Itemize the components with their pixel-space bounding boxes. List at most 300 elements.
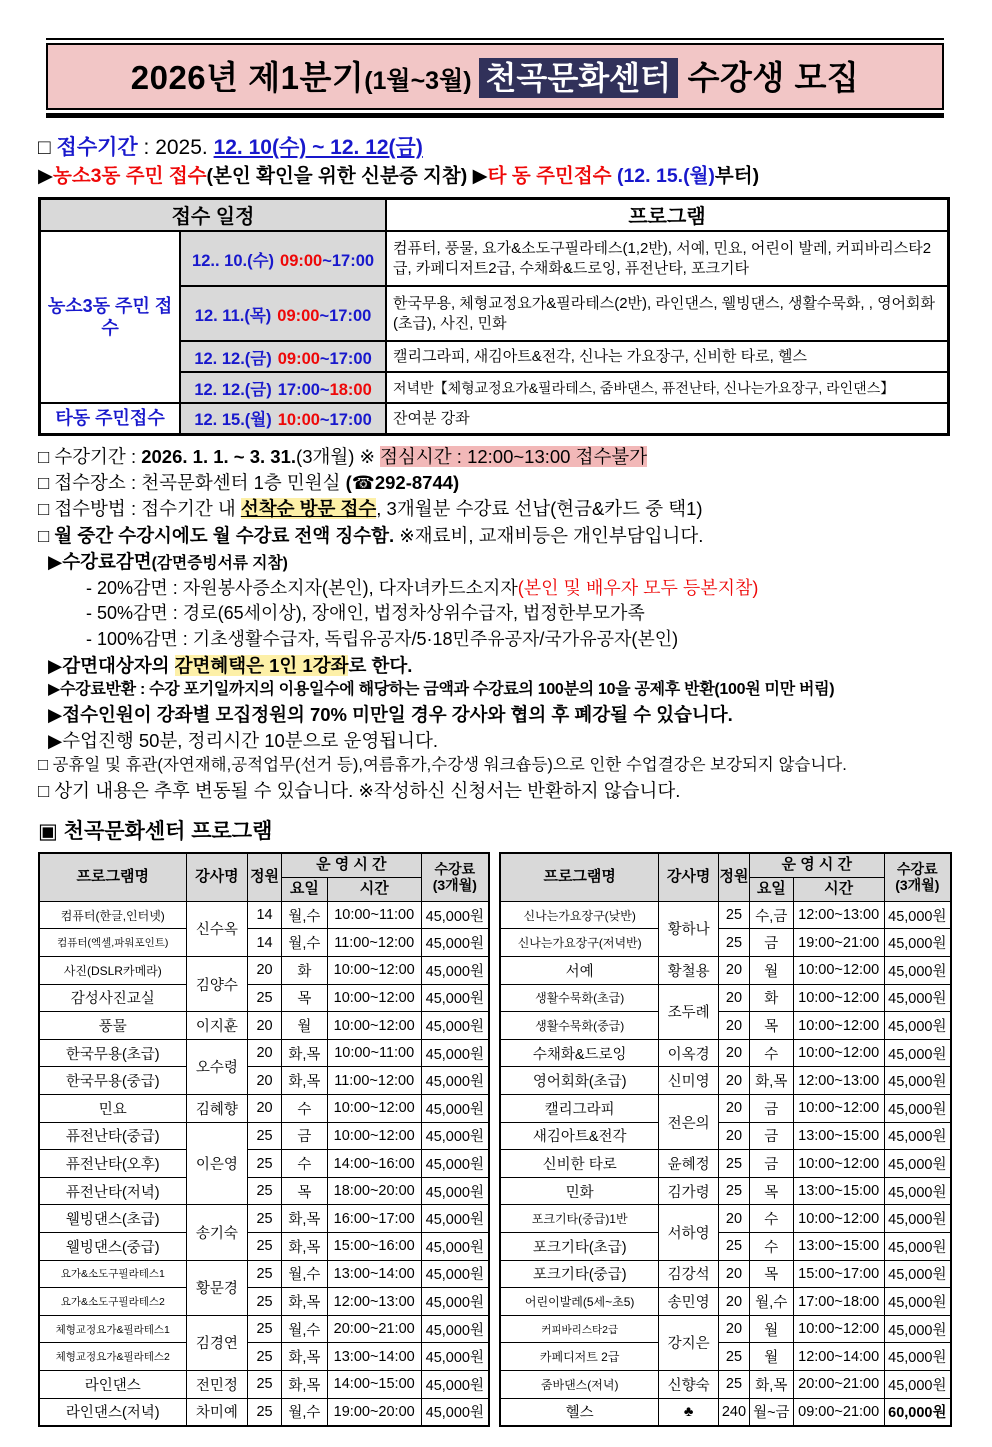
schedule-time-segment: 18:00	[329, 380, 372, 399]
reception-schedule-table	[38, 197, 950, 436]
title-segment: (1월~3월)	[364, 67, 479, 95]
info-line	[38, 778, 952, 803]
info-line	[38, 627, 952, 652]
cell-program-name: 포크기타(중급)	[500, 1260, 659, 1288]
table-row	[500, 957, 951, 985]
schedule-programs-cell: 한국무용, 체형교정요가&필라테스(2반), 라인댄스, 웰빙댄스, 생활수묵화, , 영어회화(초급), 사진, 민화	[386, 286, 949, 341]
cell-time: 10:00~12:00	[793, 984, 884, 1012]
table-row	[500, 1177, 951, 1205]
table-row	[39, 1122, 489, 1150]
table-row	[39, 1233, 489, 1261]
cell-capacity: 25	[248, 1150, 282, 1178]
cell-capacity: 25	[248, 1370, 282, 1398]
cell-day: 화,목	[281, 1067, 327, 1095]
info-line-segment: 수강료감면	[62, 551, 152, 573]
info-line-segment: ▶	[48, 654, 63, 676]
schedule-time-segment: ~17:00	[322, 251, 375, 270]
cell-day: 목	[749, 1177, 793, 1205]
schedule-date-cell	[180, 286, 386, 341]
info-line	[38, 601, 952, 626]
info-line-segment: - 100%감면 : 기초생활수급자, 독립유공자/5·18민주유공자/국가유공자(본인)	[86, 628, 679, 649]
cell-fee: 45,000원	[421, 1205, 489, 1233]
cell-time: 10:00~12:00	[327, 1012, 421, 1040]
program-table-right-body	[500, 901, 951, 1425]
table-row	[500, 984, 951, 1012]
table-row	[500, 1012, 951, 1040]
cell-day: 금	[749, 929, 793, 957]
info-line-segment: □ 공휴일 및 휴관(자연재해,공적업무(선거 등),여름휴가,수강생 워크숍등)으로 인한 수업결강은 보강되지 않습니다.	[38, 756, 847, 775]
info-line-segment: 로 한다.	[348, 654, 413, 676]
cell-capacity: 20	[248, 1095, 282, 1123]
cell-day: 화,목	[281, 1370, 327, 1398]
cell-capacity: 20	[718, 1205, 749, 1233]
col-header-capacity: 정원	[718, 853, 749, 901]
cell-program-name: 포크기타(중급)1반	[500, 1205, 659, 1233]
info-line	[38, 496, 952, 521]
cell-program-name: 컴퓨터(한글,인터넷)	[39, 901, 186, 929]
resident-reception-segment: (12. 15.(월)	[616, 165, 715, 188]
cell-day: 수	[749, 1205, 793, 1233]
cell-time: 19:00~20:00	[327, 1398, 421, 1426]
cell-time: 16:00~17:00	[327, 1205, 421, 1233]
cell-day: 화,목	[749, 1370, 793, 1398]
schedule-time-segment: ~17:00	[319, 411, 372, 430]
cell-fee: 60,000원	[884, 1398, 951, 1426]
col-header-program: 프로그램명	[500, 853, 659, 901]
col-header-program: 프로그램명	[39, 853, 186, 901]
schedule-date-cell	[180, 231, 386, 286]
cell-program-name: 퓨전난타(중급)	[39, 1122, 186, 1150]
cell-fee: 45,000원	[884, 1067, 951, 1095]
cell-program-name: 민요	[39, 1095, 186, 1123]
table-row	[39, 1150, 489, 1178]
cell-time: 09:00~21:00	[793, 1398, 884, 1426]
info-line	[38, 576, 952, 601]
cell-program-name: 웰빙댄스(중급)	[39, 1233, 186, 1261]
cell-teacher-name: 신수옥	[186, 901, 248, 956]
cell-capacity: 14	[248, 929, 282, 957]
cell-fee: 45,000원	[884, 1177, 951, 1205]
info-line-segment: 감면혜택은 1인 1강좌	[174, 654, 349, 676]
cell-capacity: 20	[248, 1067, 282, 1095]
schedule-group-cell: 농소3동 주민 접수	[40, 231, 181, 403]
cell-capacity: 20	[718, 1122, 749, 1150]
cell-time: 13:00~15:00	[793, 1177, 884, 1205]
cell-capacity: 20	[718, 1315, 749, 1343]
cell-time: 12:00~14:00	[793, 1343, 884, 1371]
cell-day: 화	[749, 984, 793, 1012]
cell-teacher-name: 이지훈	[186, 1012, 248, 1040]
cell-day: 화,목	[749, 1067, 793, 1095]
cell-day: 월,수	[281, 1260, 327, 1288]
cell-day: 목	[281, 1177, 327, 1205]
cell-fee: 45,000원	[421, 957, 489, 985]
cell-day: 금	[749, 1150, 793, 1178]
cell-time: 20:00~21:00	[793, 1370, 884, 1398]
cell-time: 14:00~16:00	[327, 1150, 421, 1178]
cell-program-name: 서예	[500, 957, 659, 985]
table-row	[500, 1205, 951, 1233]
table-row	[500, 1095, 951, 1123]
cell-time: 10:00~12:00	[793, 1039, 884, 1067]
cell-fee: 45,000원	[884, 901, 951, 929]
table-row	[500, 1370, 951, 1398]
cell-program-name: 체형교정요가&필라테스2	[39, 1343, 186, 1371]
cell-time: 12:00~13:00	[793, 1067, 884, 1095]
col-header-teacher: 강사명	[659, 853, 719, 901]
info-line	[38, 444, 952, 469]
program-table-left-body	[39, 901, 489, 1425]
info-section	[38, 444, 952, 804]
cell-teacher-name: 신미영	[659, 1067, 719, 1095]
col-header-capacity: 정원	[248, 853, 282, 901]
table-row	[500, 1288, 951, 1316]
schedule-time-segment: 09:00	[280, 251, 323, 270]
resident-reception-segment: ▶	[472, 165, 488, 188]
program-table-right	[499, 852, 952, 1426]
col-header-time: 시간	[793, 877, 884, 901]
cell-capacity: 25	[248, 1315, 282, 1343]
info-line-segment: 수강료반환 : 수강 포기일까지의 이용일수에 해당하는 금액과 수강료의 100분의 10을 공제후 반환(100원 미만 버림)	[60, 680, 835, 698]
cell-day: 월,수	[281, 929, 327, 957]
info-line	[38, 549, 952, 575]
cell-capacity: 20	[718, 1095, 749, 1123]
info-line-segment: - 20%감면 : 자원봉사증소지자(본인), 다자녀카드소지자	[86, 577, 518, 598]
cell-program-name: 풍물	[39, 1012, 186, 1040]
info-line-segment: □ 접수방법 : 접수기간 내	[38, 498, 241, 520]
cell-fee: 45,000원	[884, 1370, 951, 1398]
cell-day: 화,목	[281, 1205, 327, 1233]
cell-program-name: 체형교정요가&필라테스1	[39, 1315, 186, 1343]
info-line-segment: 접수인원이 강좌별 모집정원의 70% 미만일 경우 강사와 협의 후 폐강될 수 있습니다.	[62, 703, 733, 725]
cell-teacher-name: 황문경	[186, 1260, 248, 1315]
schedule-time-segment: 17:00~	[277, 380, 330, 399]
cell-teacher-name: 윤혜정	[659, 1150, 719, 1178]
cell-time: 10:00~12:00	[327, 957, 421, 985]
cell-fee: 45,000원	[421, 1315, 489, 1343]
cell-fee: 45,000원	[421, 1398, 489, 1426]
cell-capacity: 25	[718, 901, 749, 929]
cell-capacity: 25	[248, 984, 282, 1012]
schedule-time-segment: 10:00	[277, 411, 320, 430]
program-tables	[38, 852, 952, 1426]
cell-fee: 45,000원	[421, 984, 489, 1012]
cell-time: 11:00~12:00	[327, 1067, 421, 1095]
cell-program-name: 신비한 타로	[500, 1150, 659, 1178]
cell-fee: 45,000원	[884, 1233, 951, 1261]
cell-capacity: 25	[718, 1370, 749, 1398]
table-row	[39, 1398, 489, 1426]
reception-period-segment: : 2025.	[137, 136, 214, 159]
info-line-segment: (본인 및 배우자 모두 등본지참)	[517, 577, 759, 598]
info-line-segment: (☎292-8744)	[345, 471, 460, 493]
cell-time: 10:00~12:00	[793, 1012, 884, 1040]
page-title	[46, 43, 944, 110]
cell-day: 월	[749, 1343, 793, 1371]
reception-period-segment: 12. 10(수) ~ 12. 12(금)	[213, 136, 423, 159]
cell-capacity: 20	[718, 1039, 749, 1067]
table-row	[500, 901, 951, 929]
cell-fee: 45,000원	[884, 1288, 951, 1316]
cell-day: 수	[281, 1095, 327, 1123]
cell-capacity: 25	[248, 1177, 282, 1205]
cell-time: 19:00~21:00	[793, 929, 884, 957]
cell-fee: 45,000원	[884, 1150, 951, 1178]
col-header-day: 요일	[281, 877, 327, 901]
cell-day: 금	[749, 1095, 793, 1123]
cell-time: 15:00~16:00	[327, 1233, 421, 1261]
resident-reception-segment: 농소3동 주민 접수	[53, 165, 207, 188]
table-row	[39, 901, 489, 929]
cell-time: 10:00~11:00	[327, 901, 421, 929]
table-row	[39, 1260, 489, 1288]
cell-day: 목	[749, 1012, 793, 1040]
table-row	[500, 1315, 951, 1343]
info-line	[38, 523, 952, 548]
cell-time: 10:00~12:00	[793, 1150, 884, 1178]
info-line-segment: ※	[354, 445, 381, 467]
title-segment: 2026년 제1분기	[130, 59, 365, 96]
table-row	[39, 929, 489, 957]
cell-time: 11:00~12:00	[327, 929, 421, 957]
col-header-operating-time: 운 영 시 간	[281, 853, 421, 877]
schedule-row	[40, 231, 949, 286]
cell-teacher-name: 조두례	[659, 984, 719, 1039]
table-row	[39, 1288, 489, 1316]
cell-fee: 45,000원	[421, 1343, 489, 1371]
cell-program-name: 영어회화(초급)	[500, 1067, 659, 1095]
table-row	[500, 929, 951, 957]
cell-time: 13:00~14:00	[327, 1260, 421, 1288]
cell-capacity: 25	[718, 929, 749, 957]
cell-program-name: 수채화&드로잉	[500, 1039, 659, 1067]
cell-capacity: 25	[248, 1233, 282, 1261]
reception-period-line	[38, 134, 952, 161]
cell-teacher-name: 송기숙	[186, 1205, 248, 1260]
cell-teacher-name: 강지은	[659, 1315, 719, 1370]
cell-program-name: 생활수묵화(초급)	[500, 984, 659, 1012]
table-row	[39, 1039, 489, 1067]
cell-day: 금	[281, 1122, 327, 1150]
cell-day: 화,목	[281, 1039, 327, 1067]
cell-fee: 45,000원	[884, 1122, 951, 1150]
cell-teacher-name: 김강석	[659, 1260, 719, 1288]
info-line	[38, 470, 952, 495]
cell-fee: 45,000원	[884, 984, 951, 1012]
cell-fee: 45,000원	[884, 957, 951, 985]
resident-reception-segment: 타 동 주민접수	[487, 165, 617, 188]
cell-teacher-name: 황철용	[659, 957, 719, 985]
cell-day: 화,목	[281, 1233, 327, 1261]
info-line-segment: - 50%감면 : 경로(65세이상), 장애인, 법정차상위수급자, 법정한부모가족	[86, 603, 645, 624]
info-line-segment: ▶	[48, 703, 63, 725]
cell-time: 14:00~15:00	[327, 1370, 421, 1398]
cell-fee: 45,000원	[421, 1177, 489, 1205]
cell-time: 13:00~15:00	[793, 1122, 884, 1150]
cell-fee: 45,000원	[884, 1039, 951, 1067]
schedule-date: 12. 11.(목)	[194, 306, 272, 325]
cell-teacher-name: 전은의	[659, 1095, 719, 1150]
schedule-date-cell	[180, 403, 386, 434]
cell-day: 화,목	[281, 1288, 327, 1316]
cell-program-name: 요가&소도구필라테스2	[39, 1288, 186, 1316]
cell-fee: 45,000원	[884, 1315, 951, 1343]
resident-reception-line	[38, 164, 952, 189]
schedule-programs-cell: 잔여분 강좌	[386, 403, 949, 434]
table-row	[500, 1150, 951, 1178]
info-line-segment: 월 중간 수강시에도 월 수강료 전액 징수함.	[54, 524, 395, 546]
cell-day: 화	[281, 957, 327, 985]
cell-capacity: 20	[718, 1288, 749, 1316]
cell-time: 13:00~14:00	[327, 1343, 421, 1371]
cell-capacity: 25	[248, 1343, 282, 1371]
col-header-day: 요일	[749, 877, 793, 901]
info-line	[38, 728, 952, 753]
cell-teacher-name: 황하나	[659, 901, 719, 956]
cell-program-name: 생활수묵화(중급)	[500, 1012, 659, 1040]
cell-day: 월,수	[281, 1398, 327, 1426]
table-row	[39, 1205, 489, 1233]
cell-day: 월,수	[749, 1288, 793, 1316]
reception-period-segment: □	[38, 136, 57, 159]
cell-capacity: 25	[248, 1398, 282, 1426]
cell-teacher-name: ♣	[659, 1398, 719, 1426]
schedule-time-segment: 09:00	[277, 306, 320, 325]
info-line-segment: (3개월)	[296, 445, 355, 467]
table-row	[39, 1012, 489, 1040]
cell-time: 17:00~18:00	[793, 1288, 884, 1316]
cell-day: 월~금	[749, 1398, 793, 1426]
cell-capacity: 25	[718, 1233, 749, 1261]
table-row	[500, 1122, 951, 1150]
cell-teacher-name: 차미예	[186, 1398, 248, 1426]
cell-program-name: 한국무용(중급)	[39, 1067, 186, 1095]
schedule-row	[40, 403, 949, 434]
table-row	[500, 1233, 951, 1261]
cell-teacher-name: 오수령	[186, 1039, 248, 1094]
cell-time: 13:00~15:00	[793, 1233, 884, 1261]
cell-program-name: 라인댄스(저녁)	[39, 1398, 186, 1426]
cell-day: 화,목	[281, 1343, 327, 1371]
resident-reception-segment: ▶	[38, 165, 53, 188]
schedule-date: 12. 12.(금)	[194, 349, 272, 368]
cell-day: 월	[749, 957, 793, 985]
cell-program-name: 웰빙댄스(초급)	[39, 1205, 186, 1233]
table-row	[500, 1067, 951, 1095]
cell-time: 10:00~12:00	[327, 1095, 421, 1123]
schedule-time-segment: 09:00	[277, 349, 320, 368]
schedule-time-segment: ~17:00	[319, 306, 372, 325]
table-row	[39, 1095, 489, 1123]
cell-capacity: 20	[248, 957, 282, 985]
table-row	[39, 1177, 489, 1205]
cell-time: 10:00~12:00	[793, 1315, 884, 1343]
info-line-segment: 점심시간 : 12:00~13:00 접수불가	[380, 445, 648, 467]
resident-reception-segment: 부터)	[714, 165, 760, 188]
cell-day: 목	[749, 1260, 793, 1288]
cell-capacity: 14	[248, 901, 282, 929]
cell-capacity: 25	[248, 1205, 282, 1233]
cell-fee: 45,000원	[884, 1343, 951, 1371]
cell-capacity: 20	[718, 1260, 749, 1288]
info-line-segment: 선착순 방문 접수	[240, 498, 377, 520]
reception-period-segment: 접수기간	[56, 136, 138, 159]
cell-fee: 45,000원	[884, 1260, 951, 1288]
title-segment: 수강생 모집	[678, 59, 860, 96]
cell-fee: 45,000원	[421, 1012, 489, 1040]
schedule-header-right: 프로그램	[386, 198, 949, 231]
cell-program-name: 요가&소도구필라테스1	[39, 1260, 186, 1288]
cell-teacher-name: 김혜향	[186, 1095, 248, 1123]
cell-program-name: 사진(DSLR카메라)	[39, 957, 186, 985]
table-row	[39, 1370, 489, 1398]
schedule-header-left: 접수 일정	[40, 198, 387, 231]
cell-time: 12:00~13:00	[327, 1288, 421, 1316]
cell-capacity: 25	[248, 1122, 282, 1150]
schedule-date: 12. 15.(월)	[194, 411, 272, 430]
cell-program-name: 신나는가요장구(낮반)	[500, 901, 659, 929]
info-line-segment: □	[38, 524, 55, 546]
cell-teacher-name: 신향숙	[659, 1370, 719, 1398]
cell-time: 10:00~12:00	[327, 984, 421, 1012]
cell-program-name: 캘리그라피	[500, 1095, 659, 1123]
cell-capacity: 25	[248, 1288, 282, 1316]
cell-fee: 45,000원	[421, 1095, 489, 1123]
schedule-programs-cell: 캘리그라피, 새김아트&전각, 신나는 가요장구, 신비한 타로, 헬스	[386, 341, 949, 372]
schedule-programs-cell: 컴퓨터, 풍물, 요가&소도구필라테스(1,2반), 서예, 민요, 어린이 발레, 커피바리스타2급, 카페디저트2급, 수채화&드로잉, 퓨전난타, 포크기타	[386, 231, 949, 286]
info-line-segment: 2026. 1. 1. ~ 3. 31.	[141, 445, 297, 467]
cell-fee: 45,000원	[421, 1067, 489, 1095]
cell-day: 수	[281, 1150, 327, 1178]
schedule-programs-cell: 저녁반【체형교정요가&필라테스, 줌바댄스, 퓨전난타, 신나는가요장구, 라인댄스】	[386, 372, 949, 403]
col-header-operating-time: 운 영 시 간	[749, 853, 884, 877]
schedule-time-segment: ~17:00	[319, 349, 372, 368]
cell-time: 10:00~11:00	[327, 1039, 421, 1067]
cell-program-name: 신나는가요장구(저녁반)	[500, 929, 659, 957]
resident-reception-segment: (본인 확인을 위한 신분증 지참)	[206, 165, 473, 188]
col-header-fee: 수강료 (3개월)	[884, 853, 951, 901]
schedule-date-cell	[180, 341, 386, 372]
info-line-segment: ※재료비, 교재비등은 개인부담입니다.	[394, 524, 704, 546]
cell-time: 12:00~13:00	[793, 901, 884, 929]
cell-capacity: 20	[248, 1012, 282, 1040]
cell-program-name: 민화	[500, 1177, 659, 1205]
cell-capacity: 25	[718, 1343, 749, 1371]
cell-program-name: 컴퓨터(엑셀,파워포인트)	[39, 929, 186, 957]
cell-program-name: 헬스	[500, 1398, 659, 1426]
cell-day: 금	[749, 1122, 793, 1150]
table-row	[500, 1260, 951, 1288]
info-line-segment: □ 수강기간 :	[38, 445, 142, 467]
info-line	[38, 653, 952, 678]
schedule-date-cell	[180, 372, 386, 403]
cell-fee: 45,000원	[884, 1205, 951, 1233]
col-header-teacher: 강사명	[186, 853, 248, 901]
cell-time: 10:00~12:00	[793, 1205, 884, 1233]
cell-teacher-name: 송민영	[659, 1288, 719, 1316]
cell-teacher-name: 이은영	[186, 1122, 248, 1205]
cell-day: 수,금	[749, 901, 793, 929]
cell-program-name: 커피바리스타2급	[500, 1315, 659, 1343]
cell-capacity: 240	[718, 1398, 749, 1426]
cell-capacity: 25	[248, 1260, 282, 1288]
cell-program-name: 퓨전난타(저녁)	[39, 1177, 186, 1205]
cell-teacher-name: 김가령	[659, 1177, 719, 1205]
cell-fee: 45,000원	[884, 929, 951, 957]
table-row	[500, 1039, 951, 1067]
info-line	[38, 754, 952, 777]
cell-day: 목	[281, 984, 327, 1012]
